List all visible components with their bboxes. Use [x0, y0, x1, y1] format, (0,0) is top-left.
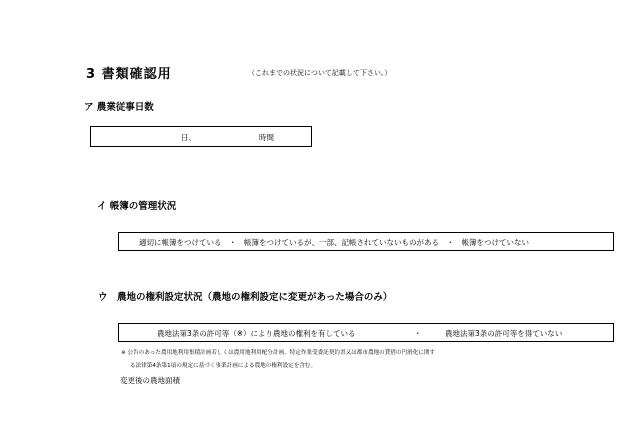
section-title: 3 書類確認用: [86, 67, 172, 82]
ledger-options-text: 適切に帳簿をつけている ・ 帳簿をつけているが、一部、記帳されていないものがある ・ 帳簿をつけていない: [139, 238, 529, 247]
footnote-line-1: ※ 公告のあった農用地利用集積計画若しくは農用地利用配分計画、特定作業受委託契約書又は都市農地の貸借の円滑化に関す: [121, 350, 436, 356]
section-note: （これまでの状況について記載して下さい。）: [248, 69, 392, 77]
heading-farming-days: ア 農業従事日数: [84, 102, 154, 113]
footnote-line-2: る法律第4条第1項の規定に基づく事業計画による農地の権利設定を含む。: [130, 363, 317, 369]
rights-option-separator: ・: [414, 329, 422, 338]
rights-status-box: [118, 323, 614, 342]
rights-option-no-permit: 農地法第3条の許可等を得ていない: [445, 329, 563, 338]
farming-days-box: [90, 126, 312, 147]
rights-option-has-permit: 農地法第3条の許可等（※）により農地の権利を有している: [157, 329, 356, 338]
changed-area-label: 変更後の農地面積: [120, 376, 180, 385]
heading-rights-status: ウ 農地の権利設定状況（農地の権利設定に変更があった場合のみ）: [98, 292, 393, 303]
hours-unit-label: 時間: [259, 133, 274, 142]
days-unit-label: 日、: [181, 133, 196, 142]
ledger-status-box: [118, 232, 614, 251]
heading-ledger-status: イ 帳簿の管理状況: [97, 201, 177, 212]
